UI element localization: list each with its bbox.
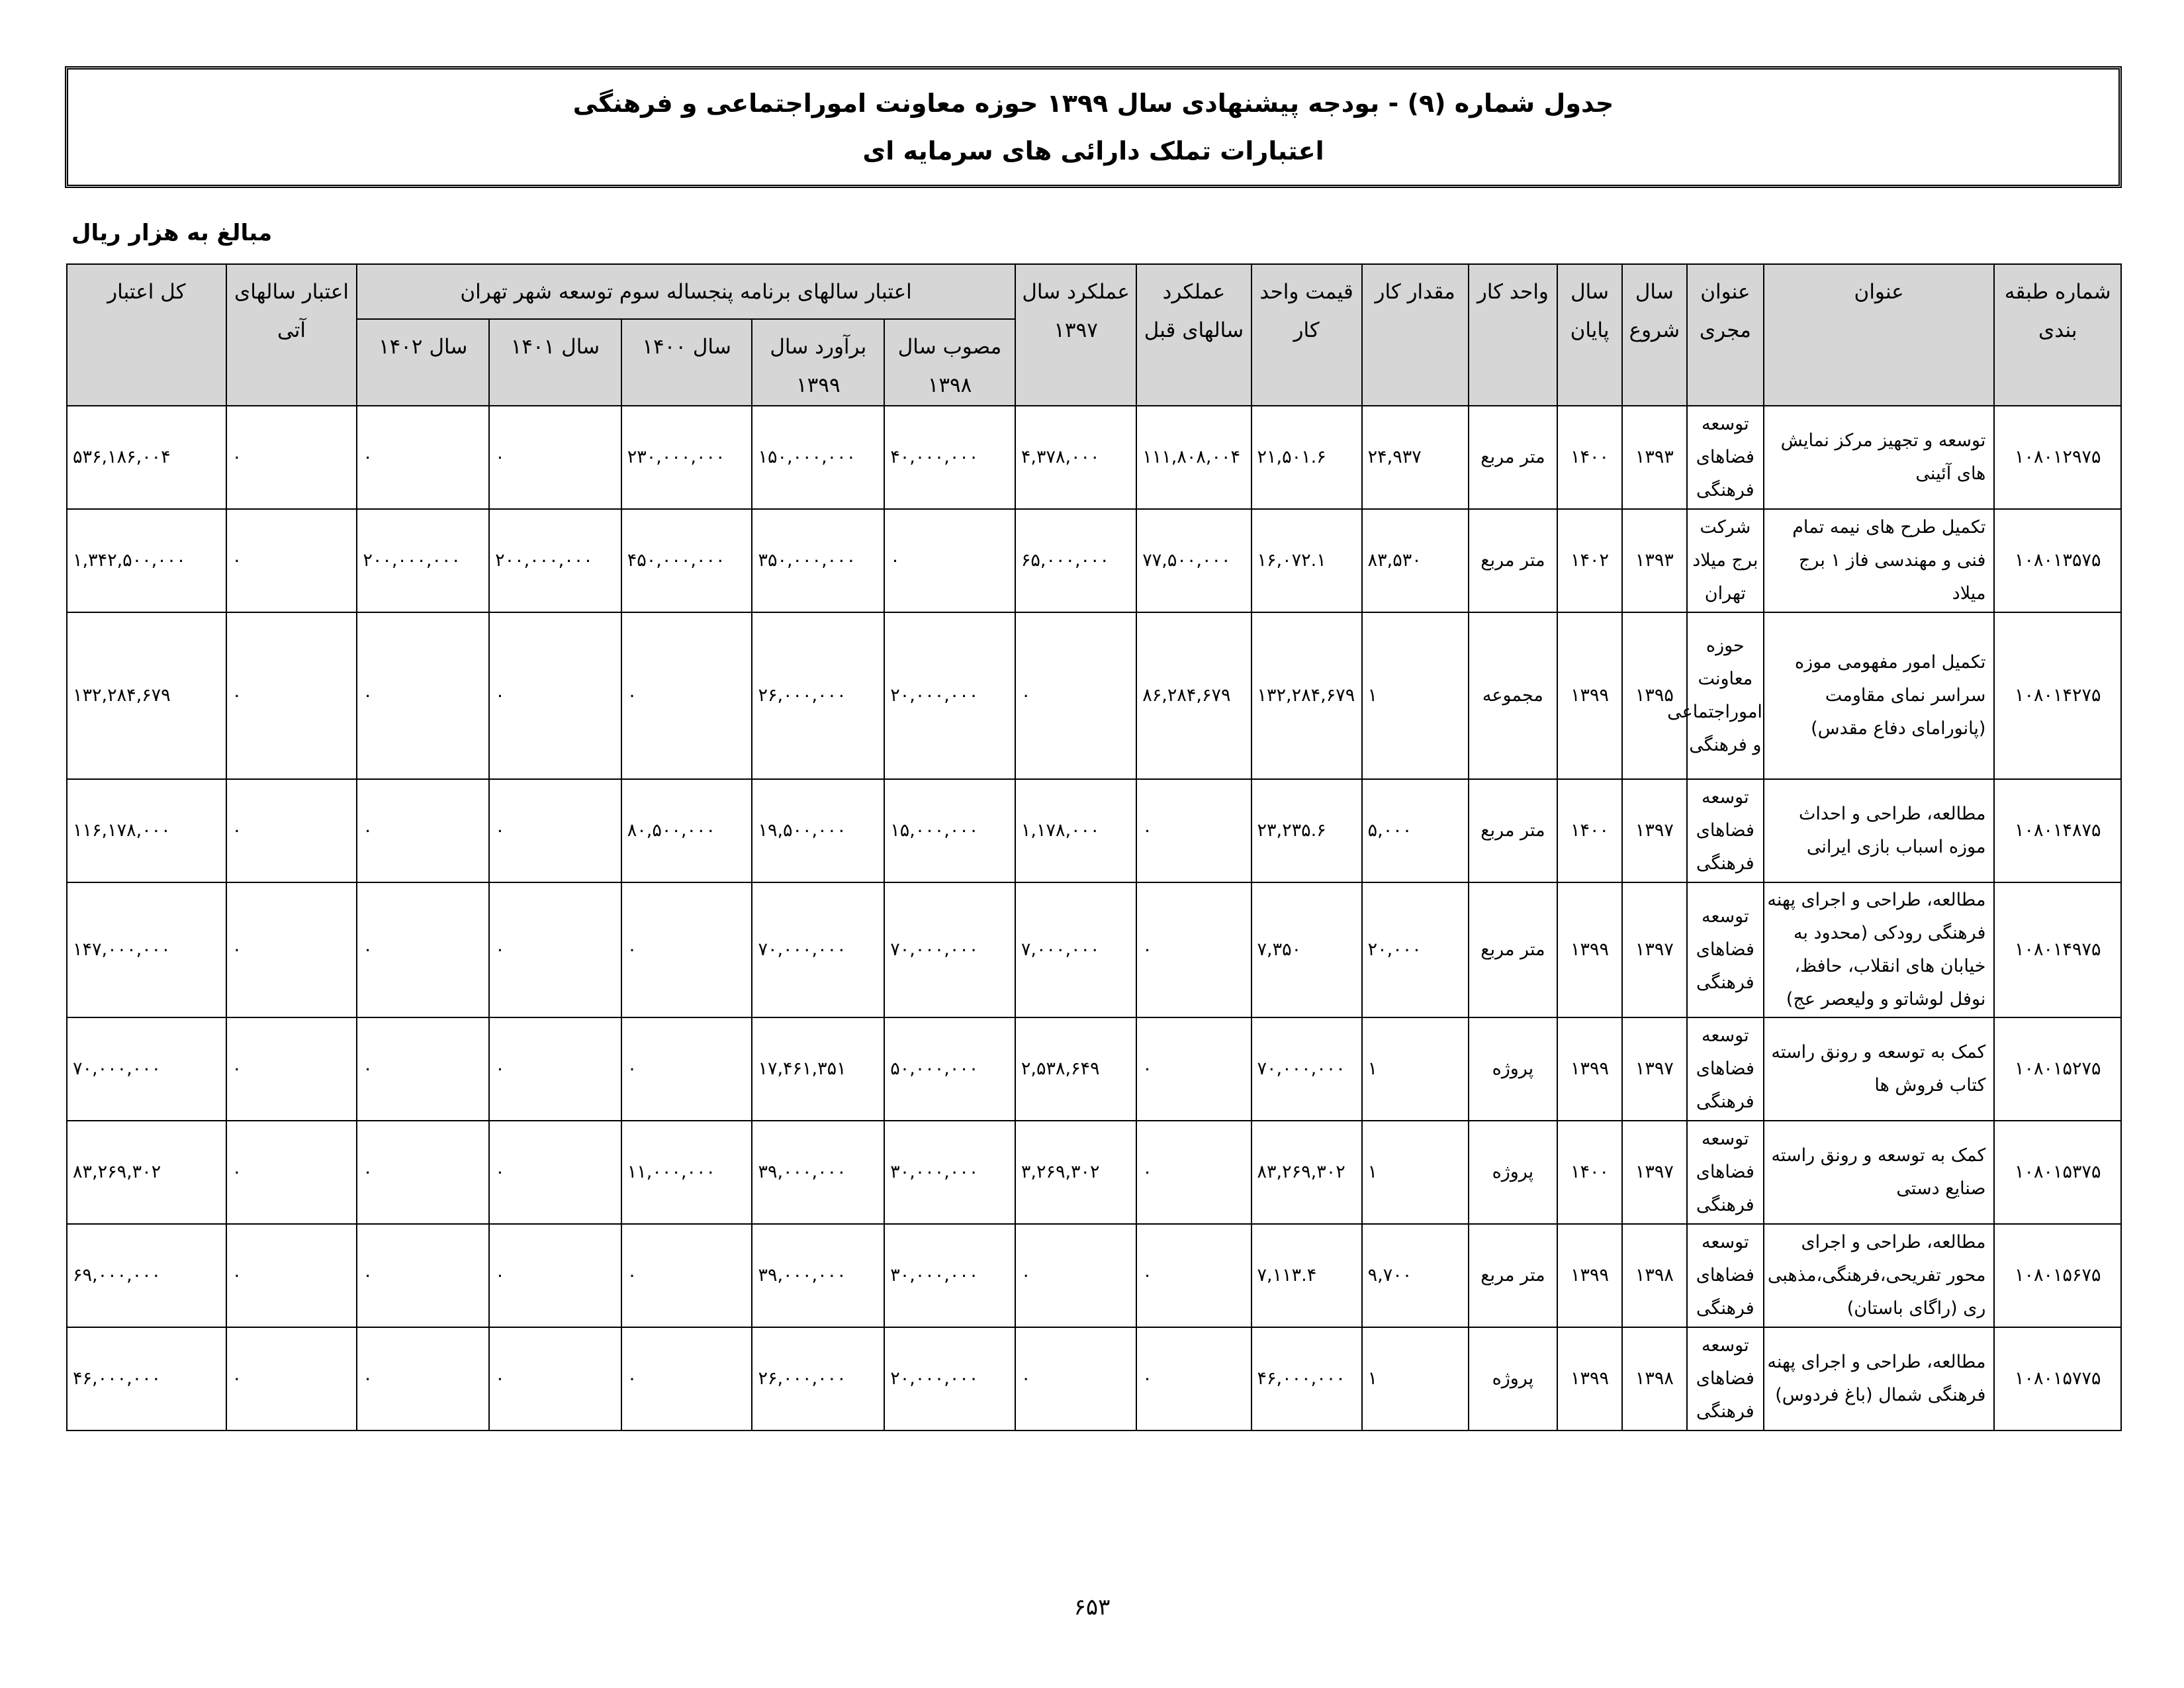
title-cell: مطالعه، طراحی و اجرای محور تفریحی،فرهنگی،مذهبی ری (راگای باستان) bbox=[1764, 1224, 1995, 1327]
work-amount-cell: ۱ bbox=[1362, 1327, 1469, 1430]
work-amount-cell: ۱ bbox=[1362, 1121, 1469, 1224]
header-start-year: سال شروع bbox=[1622, 264, 1687, 406]
total-cell: ۱۳۲,۲۸۴,۶۷۹ bbox=[67, 612, 226, 779]
prev-years-cell: ۷۷,۵۰۰,۰۰۰ bbox=[1136, 509, 1251, 612]
classification-no-cell: ۱۰۸۰۱۵۳۷۵ bbox=[1994, 1121, 2121, 1224]
approved-1398-cell: ۴۰,۰۰۰,۰۰۰ bbox=[884, 406, 1015, 509]
header-year-1401: سال ۱۴۰۱ bbox=[489, 319, 621, 406]
start-year-cell: ۱۳۹۷ bbox=[1622, 779, 1687, 882]
unit-price-cell: ۴۶,۰۰۰,۰۰۰ bbox=[1251, 1327, 1362, 1430]
year-1400-cell: ۴۵۰,۰۰۰,۰۰۰ bbox=[621, 509, 752, 612]
future-years-cell: ۰ bbox=[226, 1121, 357, 1224]
title-cell: کمک به توسعه و رونق راسته کتاب فروش ها bbox=[1764, 1017, 1995, 1121]
header-unit-price: قیمت واحد کار bbox=[1251, 264, 1362, 406]
future-years-cell: ۰ bbox=[226, 779, 357, 882]
future-years-cell: ۰ bbox=[226, 509, 357, 612]
table-row bbox=[67, 1327, 2121, 1430]
classification-no-cell: ۱۰۸۰۱۵۲۷۵ bbox=[1994, 1017, 2121, 1121]
estimate-1399-cell: ۱۵۰,۰۰۰,۰۰۰ bbox=[752, 406, 884, 509]
work-amount-cell: ۲۴,۹۳۷ bbox=[1362, 406, 1469, 509]
year-1401-cell: ۲۰۰,۰۰۰,۰۰۰ bbox=[489, 509, 621, 612]
header-future-years: اعتبار سالهای آتی bbox=[226, 264, 357, 406]
year-1401-cell: ۰ bbox=[489, 882, 621, 1017]
header-total: کل اعتبار bbox=[67, 264, 226, 406]
year-1402-cell: ۰ bbox=[357, 779, 489, 882]
year-1402-cell: ۰ bbox=[357, 1224, 489, 1327]
table-row bbox=[67, 882, 2121, 1017]
work-unit-cell: متر مربع bbox=[1469, 406, 1558, 509]
unit-label: مبالغ به هزار ریال bbox=[71, 220, 273, 246]
year-1401-cell: ۰ bbox=[489, 406, 621, 509]
header-plan-group: اعتبار سالهای برنامه پنجساله سوم توسعه شهر تهران bbox=[357, 264, 1015, 319]
classification-no-cell: ۱۰۸۰۱۳۵۷۵ bbox=[1994, 509, 2121, 612]
title-cell: کمک به توسعه و رونق راسته صنایع دستی bbox=[1764, 1121, 1995, 1224]
classification-no-cell: ۱۰۸۰۱۴۲۷۵ bbox=[1994, 612, 2121, 779]
future-years-cell: ۰ bbox=[226, 406, 357, 509]
title-cell: مطالعه، طراحی و اجرای پهنه فرهنگی شمال (باغ فردوس) bbox=[1764, 1327, 1995, 1430]
prev-years-cell: ۰ bbox=[1136, 1327, 1251, 1430]
year-1402-cell: ۰ bbox=[357, 882, 489, 1017]
year-1400-cell: ۰ bbox=[621, 1327, 752, 1430]
total-cell: ۵۳۶,۱۸۶,۰۰۴ bbox=[67, 406, 226, 509]
executor-cell: توسعه فضاهای فرهنگی bbox=[1687, 882, 1764, 1017]
start-year-cell: ۱۳۹۷ bbox=[1622, 1121, 1687, 1224]
total-cell: ۶۹,۰۰۰,۰۰۰ bbox=[67, 1224, 226, 1327]
title-box bbox=[65, 66, 2122, 188]
unit-price-cell: ۷۰,۰۰۰,۰۰۰ bbox=[1251, 1017, 1362, 1121]
estimate-1399-cell: ۳۹,۰۰۰,۰۰۰ bbox=[752, 1121, 884, 1224]
end-year-cell: ۱۳۹۹ bbox=[1557, 1327, 1622, 1430]
year-1402-cell: ۰ bbox=[357, 1121, 489, 1224]
header-executor: عنوان مجری bbox=[1687, 264, 1764, 406]
end-year-cell: ۱۴۰۰ bbox=[1557, 1121, 1622, 1224]
estimate-1399-cell: ۷۰,۰۰۰,۰۰۰ bbox=[752, 882, 884, 1017]
year-1402-cell: ۰ bbox=[357, 406, 489, 509]
work-amount-cell: ۲۰,۰۰۰ bbox=[1362, 882, 1469, 1017]
header-work-amount: مقدار کار bbox=[1362, 264, 1469, 406]
future-years-cell: ۰ bbox=[226, 612, 357, 779]
title-cell: تکمیل طرح های نیمه تمام فنی و مهندسی فاز ۱ برج میلاد bbox=[1764, 509, 1995, 612]
work-unit-cell: متر مربع bbox=[1469, 882, 1558, 1017]
header-year-1400: سال ۱۴۰۰ bbox=[621, 319, 752, 406]
work-unit-cell: پروژه bbox=[1469, 1017, 1558, 1121]
header-end-year: سال پایان bbox=[1557, 264, 1622, 406]
year-1401-cell: ۰ bbox=[489, 1121, 621, 1224]
performance-1397-cell: ۰ bbox=[1015, 612, 1136, 779]
end-year-cell: ۱۴۰۰ bbox=[1557, 779, 1622, 882]
page-subtitle: اعتبارات تملک دارائی های سرمایه ای bbox=[862, 136, 1324, 165]
performance-1397-cell: ۴,۳۷۸,۰۰۰ bbox=[1015, 406, 1136, 509]
year-1401-cell: ۰ bbox=[489, 1017, 621, 1121]
classification-no-cell: ۱۰۸۰۱۴۹۷۵ bbox=[1994, 882, 2121, 1017]
title-cell: مطالعه، طراحی و احداث موزه اسباب بازی ایرانی bbox=[1764, 779, 1995, 882]
unit-price-cell: ۷,۳۵۰ bbox=[1251, 882, 1362, 1017]
executor-cell: توسعه فضاهای فرهنگی bbox=[1687, 1017, 1764, 1121]
work-unit-cell: مجموعه bbox=[1469, 612, 1558, 779]
end-year-cell: ۱۳۹۹ bbox=[1557, 612, 1622, 779]
approved-1398-cell: ۱۵,۰۰۰,۰۰۰ bbox=[884, 779, 1015, 882]
executor-cell: شرکت برج میلاد تهران bbox=[1687, 509, 1764, 612]
executor-cell: توسعه فضاهای فرهنگی bbox=[1687, 1121, 1764, 1224]
performance-1397-cell: ۳,۲۶۹,۳۰۲ bbox=[1015, 1121, 1136, 1224]
estimate-1399-cell: ۳۵۰,۰۰۰,۰۰۰ bbox=[752, 509, 884, 612]
classification-no-cell: ۱۰۸۰۱۵۶۷۵ bbox=[1994, 1224, 2121, 1327]
classification-no-cell: ۱۰۸۰۱۴۸۷۵ bbox=[1994, 779, 2121, 882]
performance-1397-cell: ۰ bbox=[1015, 1327, 1136, 1430]
year-1400-cell: ۸۰,۵۰۰,۰۰۰ bbox=[621, 779, 752, 882]
estimate-1399-cell: ۲۶,۰۰۰,۰۰۰ bbox=[752, 612, 884, 779]
title-cell: مطالعه، طراحی و اجرای پهنه فرهنگی رودکی (محدود به خیابان های انقلاب، حافظ، نوفل لوشاتو و ولیعصر عج) bbox=[1764, 882, 1995, 1017]
executor-cell: توسعه فضاهای فرهنگی bbox=[1687, 779, 1764, 882]
approved-1398-cell: ۵۰,۰۰۰,۰۰۰ bbox=[884, 1017, 1015, 1121]
total-cell: ۱۴۷,۰۰۰,۰۰۰ bbox=[67, 882, 226, 1017]
title-cell: تکمیل امور مفهومی موزه سراسر نمای مقاومت (پانورامای دفاع مقدس) bbox=[1764, 612, 1995, 779]
approved-1398-cell: ۳۰,۰۰۰,۰۰۰ bbox=[884, 1224, 1015, 1327]
header-work-unit: واحد کار bbox=[1469, 264, 1558, 406]
total-cell: ۱,۳۴۲,۵۰۰,۰۰۰ bbox=[67, 509, 226, 612]
unit-price-cell: ۲۱,۵۰۱.۶ bbox=[1251, 406, 1362, 509]
prev-years-cell: ۸۶,۲۸۴,۶۷۹ bbox=[1136, 612, 1251, 779]
prev-years-cell: ۱۱۱,۸۰۸,۰۰۴ bbox=[1136, 406, 1251, 509]
end-year-cell: ۱۴۰۰ bbox=[1557, 406, 1622, 509]
page-number: ۶۵۳ bbox=[1073, 1594, 1111, 1620]
prev-years-cell: ۰ bbox=[1136, 1224, 1251, 1327]
header-performance-1397: عملکرد سال ۱۳۹۷ bbox=[1015, 264, 1136, 406]
estimate-1399-cell: ۱۷,۴۶۱,۳۵۱ bbox=[752, 1017, 884, 1121]
year-1400-cell: ۰ bbox=[621, 1224, 752, 1327]
year-1400-cell: ۰ bbox=[621, 882, 752, 1017]
estimate-1399-cell: ۳۹,۰۰۰,۰۰۰ bbox=[752, 1224, 884, 1327]
work-amount-cell: ۹,۷۰۰ bbox=[1362, 1224, 1469, 1327]
work-amount-cell: ۱ bbox=[1362, 1017, 1469, 1121]
end-year-cell: ۱۳۹۹ bbox=[1557, 882, 1622, 1017]
year-1401-cell: ۰ bbox=[489, 1224, 621, 1327]
header-approved-1398: مصوب سال ۱۳۹۸ bbox=[884, 319, 1015, 406]
unit-price-cell: ۱۶,۰۷۲.۱ bbox=[1251, 509, 1362, 612]
approved-1398-cell: ۳۰,۰۰۰,۰۰۰ bbox=[884, 1121, 1015, 1224]
approved-1398-cell: ۲۰,۰۰۰,۰۰۰ bbox=[884, 612, 1015, 779]
end-year-cell: ۱۳۹۹ bbox=[1557, 1017, 1622, 1121]
work-unit-cell: متر مربع bbox=[1469, 779, 1558, 882]
year-1400-cell: ۰ bbox=[621, 1017, 752, 1121]
unit-price-cell: ۸۳,۲۶۹,۳۰۲ bbox=[1251, 1121, 1362, 1224]
approved-1398-cell: ۰ bbox=[884, 509, 1015, 612]
year-1400-cell: ۲۳۰,۰۰۰,۰۰۰ bbox=[621, 406, 752, 509]
estimate-1399-cell: ۲۶,۰۰۰,۰۰۰ bbox=[752, 1327, 884, 1430]
table-row bbox=[67, 612, 2121, 779]
future-years-cell: ۰ bbox=[226, 1327, 357, 1430]
total-cell: ۱۱۶,۱۷۸,۰۰۰ bbox=[67, 779, 226, 882]
prev-years-cell: ۰ bbox=[1136, 1121, 1251, 1224]
future-years-cell: ۰ bbox=[226, 1017, 357, 1121]
work-unit-cell: پروژه bbox=[1469, 1121, 1558, 1224]
table-row bbox=[67, 406, 2121, 509]
performance-1397-cell: ۲,۵۳۸,۶۴۹ bbox=[1015, 1017, 1136, 1121]
future-years-cell: ۰ bbox=[226, 882, 357, 1017]
year-1401-cell: ۰ bbox=[489, 1327, 621, 1430]
year-1402-cell: ۰ bbox=[357, 1017, 489, 1121]
executor-cell: توسعه فضاهای فرهنگی bbox=[1687, 1327, 1764, 1430]
page-title: جدول شماره (۹) - بودجه پیشنهادی سال ۱۳۹۹ حوزه معاونت اموراجتماعی و فرهنگی bbox=[572, 89, 1614, 118]
total-cell: ۴۶,۰۰۰,۰۰۰ bbox=[67, 1327, 226, 1430]
title-cell: توسعه و تجهیز مرکز نمایش های آئینی bbox=[1764, 406, 1995, 509]
year-1400-cell: ۰ bbox=[621, 612, 752, 779]
table-row bbox=[67, 1121, 2121, 1224]
end-year-cell: ۱۴۰۲ bbox=[1557, 509, 1622, 612]
work-unit-cell: متر مربع bbox=[1469, 509, 1558, 612]
start-year-cell: ۱۳۹۷ bbox=[1622, 1017, 1687, 1121]
year-1400-cell: ۱۱,۰۰۰,۰۰۰ bbox=[621, 1121, 752, 1224]
start-year-cell: ۱۳۹۳ bbox=[1622, 406, 1687, 509]
year-1401-cell: ۰ bbox=[489, 779, 621, 882]
estimate-1399-cell: ۱۹,۵۰۰,۰۰۰ bbox=[752, 779, 884, 882]
unit-price-cell: ۷,۱۱۳.۴ bbox=[1251, 1224, 1362, 1327]
year-1402-cell: ۰ bbox=[357, 1327, 489, 1430]
performance-1397-cell: ۰ bbox=[1015, 1224, 1136, 1327]
work-amount-cell: ۵,۰۰۰ bbox=[1362, 779, 1469, 882]
budget-table bbox=[66, 263, 2122, 1431]
table-row bbox=[67, 779, 2121, 882]
work-amount-cell: ۱ bbox=[1362, 612, 1469, 779]
work-unit-cell: پروژه bbox=[1469, 1327, 1558, 1430]
performance-1397-cell: ۷,۰۰۰,۰۰۰ bbox=[1015, 882, 1136, 1017]
total-cell: ۷۰,۰۰۰,۰۰۰ bbox=[67, 1017, 226, 1121]
year-1402-cell: ۲۰۰,۰۰۰,۰۰۰ bbox=[357, 509, 489, 612]
header-prev-years-performance: عملکرد سالهای قبل bbox=[1136, 264, 1251, 406]
unit-price-cell: ۱۳۲,۲۸۴,۶۷۹ bbox=[1251, 612, 1362, 779]
total-cell: ۸۳,۲۶۹,۳۰۲ bbox=[67, 1121, 226, 1224]
end-year-cell: ۱۳۹۹ bbox=[1557, 1224, 1622, 1327]
work-amount-cell: ۸۳,۵۳۰ bbox=[1362, 509, 1469, 612]
performance-1397-cell: ۱,۱۷۸,۰۰۰ bbox=[1015, 779, 1136, 882]
executor-cell: توسعه فضاهای فرهنگی bbox=[1687, 1224, 1764, 1327]
start-year-cell: ۱۳۹۳ bbox=[1622, 509, 1687, 612]
prev-years-cell: ۰ bbox=[1136, 882, 1251, 1017]
prev-years-cell: ۰ bbox=[1136, 1017, 1251, 1121]
start-year-cell: ۱۳۹۵ bbox=[1622, 612, 1687, 779]
table-row bbox=[67, 1017, 2121, 1121]
header-year-1402: سال ۱۴۰۲ bbox=[357, 319, 489, 406]
year-1402-cell: ۰ bbox=[357, 612, 489, 779]
header-title: عنوان bbox=[1764, 264, 1995, 406]
classification-no-cell: ۱۰۸۰۱۲۹۷۵ bbox=[1994, 406, 2121, 509]
future-years-cell: ۰ bbox=[226, 1224, 357, 1327]
table-row bbox=[67, 1224, 2121, 1327]
header-estimate-1399: برآورد سال ۱۳۹۹ bbox=[752, 319, 884, 406]
approved-1398-cell: ۷۰,۰۰۰,۰۰۰ bbox=[884, 882, 1015, 1017]
unit-price-cell: ۲۳,۲۳۵.۶ bbox=[1251, 779, 1362, 882]
performance-1397-cell: ۶۵,۰۰۰,۰۰۰ bbox=[1015, 509, 1136, 612]
year-1401-cell: ۰ bbox=[489, 612, 621, 779]
table-row bbox=[67, 509, 2121, 612]
executor-cell: توسعه فضاهای فرهنگی bbox=[1687, 406, 1764, 509]
start-year-cell: ۱۳۹۷ bbox=[1622, 882, 1687, 1017]
approved-1398-cell: ۲۰,۰۰۰,۰۰۰ bbox=[884, 1327, 1015, 1430]
start-year-cell: ۱۳۹۸ bbox=[1622, 1224, 1687, 1327]
header-classification-no: شماره طبقه بندی bbox=[1994, 264, 2121, 406]
executor-cell: حوزه معاونت اموراجتماعی و فرهنگی bbox=[1687, 612, 1764, 779]
work-unit-cell: متر مربع bbox=[1469, 1224, 1558, 1327]
classification-no-cell: ۱۰۸۰۱۵۷۷۵ bbox=[1994, 1327, 2121, 1430]
start-year-cell: ۱۳۹۸ bbox=[1622, 1327, 1687, 1430]
prev-years-cell: ۰ bbox=[1136, 779, 1251, 882]
